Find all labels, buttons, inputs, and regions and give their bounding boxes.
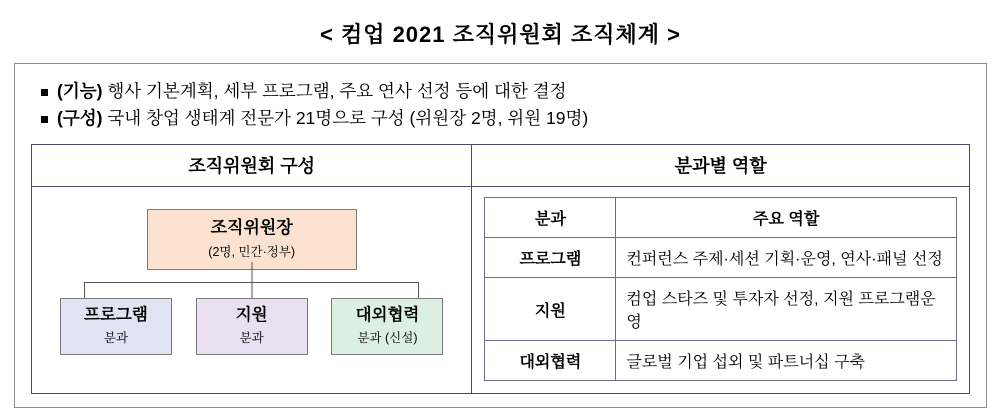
content-box: [14, 63, 987, 408]
org-structure-panel: [32, 145, 472, 393]
bullet-label: (구성): [57, 108, 103, 129]
bullet-text: 행사 기본계획, 세부 프로그램, 주요 연사 선정 등에 대한 결정: [102, 81, 567, 101]
org-unit-note: 분과: [239, 331, 264, 346]
roles-header: 분과별 역할: [472, 145, 969, 187]
org-chief-note: (2명, 민간·정부): [208, 244, 296, 259]
list-item: [31, 78, 970, 105]
connector-drop-right: [418, 282, 419, 298]
column-header-role: 주요 역할: [616, 198, 957, 238]
cell-category: 대외협력: [485, 341, 616, 381]
org-unit-support: [196, 298, 308, 355]
org-unit-name: 대외협력: [355, 306, 420, 325]
connector-drop-center: [251, 282, 252, 298]
roles-panel: [472, 145, 969, 393]
connector-drop-left: [84, 282, 85, 298]
org-chief-title: 조직위원장: [210, 218, 293, 238]
roles-table-wrap: [472, 187, 969, 393]
org-unit-program: [60, 298, 172, 355]
page-title: < 컴업 2021 조직위원회 조직체계 >: [320, 22, 681, 47]
cell-category: 프로그램: [485, 238, 616, 278]
org-structure-header: 조직위원회 구성: [32, 145, 471, 187]
table-row: [485, 238, 957, 278]
cell-category: 지원: [485, 278, 616, 341]
cell-role: 컴업 스타즈 및 투자자 선정, 지원 프로그램운영: [616, 278, 957, 341]
org-chart: [32, 187, 471, 375]
org-chief-node: [147, 209, 357, 269]
org-unit-row: [32, 298, 471, 355]
org-unit-name: 프로그램: [84, 306, 148, 325]
bullet-list: [31, 78, 970, 132]
cell-role: 글로벌 기업 섭외 및 파트너십 구축: [616, 341, 957, 381]
org-unit-note: 분과 (신설): [357, 331, 418, 346]
bullet-label: (기능): [57, 81, 103, 101]
bullet-text: 국내 창업 생태계 전문가 21명으로 구성 (위원장 2명, 위원 19명): [102, 108, 589, 129]
panels-container: [31, 144, 970, 394]
table-row: [485, 341, 957, 381]
column-header-category: 분과: [485, 198, 616, 238]
list-item: [31, 105, 970, 132]
table-header-row: [485, 198, 957, 238]
table-row: [485, 278, 957, 341]
connector-vertical: [251, 262, 252, 282]
org-unit-name: 지원: [235, 306, 268, 325]
org-unit-external: [331, 298, 443, 355]
cell-role: 컨퍼런스 주제·세션 기획·운영, 연사·패널 선정: [616, 238, 957, 278]
roles-table: [484, 197, 957, 381]
org-unit-note: 분과: [103, 331, 128, 346]
